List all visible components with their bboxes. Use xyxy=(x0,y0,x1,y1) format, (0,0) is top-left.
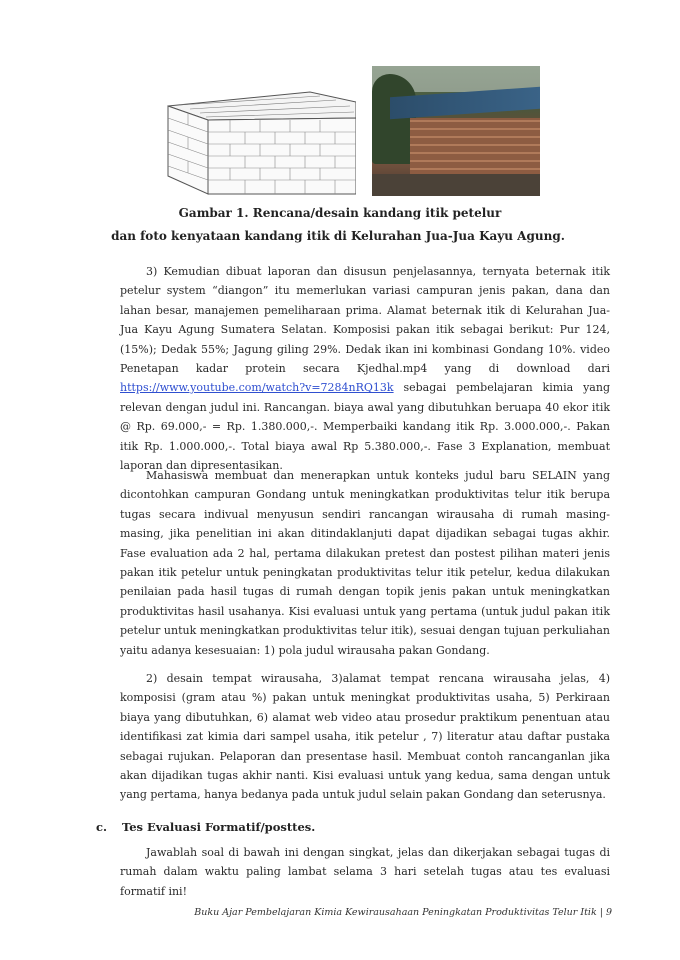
page-footer: Buku Ajar Pembelajaran Kimia Kewirausahaan Peningkatan Produktivitas Telur Itik | 9 xyxy=(194,907,612,918)
paragraph-1-text-cont: sebagai pembelajaran kimia yang relevan dengan judul ini. Rancangan. biaya awal yang dibutuhkan beruapa 40 ekor itik @ Rp. 69.000,- = Rp. 1.380.000,-. Memperbaiki kandang itik Rp. 3.000.000,-. Pakan itik Rp. 1.000.000,-. Total biaya awal Rp 5.380.000,-. Fase 3 Explanation, membuat laporan dan dipresentasikan. xyxy=(120,381,610,473)
paragraph-3-text: 2) desain tempat wirausaha, 3)alamat tempat rencana wirausaha jelas, 4) komposisi (gram atau %) pakan untuk meningkat produktivitas usaha, 5) Perkiraan biaya yang dibutuhkan, 6) alamat web video atau prosedur praktikum penentuan atau identifikasi zat kimia dari sampel usaha, itik petelur , 7) literatur atau daftar pustaka sebagai rujukan. Pelaporan dan presentase hasil. Membuat contoh rancanganlan jika akan dijadikan tugas akhir nanti. Kisi evaluasi untuk yang kedua, sama dengan untuk yang pertama, hanya bedanya pada untuk judul selain pakan Gondang dan seterusnya. xyxy=(120,672,610,802)
paragraph-2-text: Mahasiswa membuat dan menerapkan untuk konteks judul baru SELAIN yang dicontohkan campuran Gondang untuk meningkatkan produktivitas telur itik berupa tugas secara indivual menyusun sendiri rancangan wirausaha di rumah masing- masing, jika penelitian ini akan ditindaklanjuti dapat dijadikan sebagai tugas akhir. Fase evaluation ada 2 hal, pertama dilakukan pretest dan postest pilihan materi jenis pakan itik petelur untuk peningkatan produktivitas telur itik petelur, kedua dilakukan penilaian pada hasil tugas di rumah dengan topik jenis pakan untuk meningkatkan produktivitas hasil usahanya. Kisi evaluasi untuk yang pertama (untuk judul pakan itik petelur untuk meningkatkan produktivitas telur itik), sesuai dengan tujuan perkuliahan yaitu adanya kesesuaian: 1) pola judul wirausaha pakan Gondang. xyxy=(120,469,610,657)
section-heading xyxy=(96,820,315,834)
figure-images xyxy=(160,66,544,198)
paragraph-1 xyxy=(120,262,610,475)
paragraph-3 xyxy=(120,669,610,805)
figure-caption-line1: Gambar 1. Rencana/desain kandang itik petelur xyxy=(178,206,502,220)
youtube-link[interactable]: https://www.youtube.com/watch?v=7284nRQ13k xyxy=(120,381,394,395)
coop-photo xyxy=(372,66,540,196)
coop-design-sketch xyxy=(160,88,356,198)
paragraph-4-text: Jawablah soal di bawah ini dengan singkat, jelas dan dikerjakan sebagai tugas di rumah dalam waktu paling lambat selama 3 hari setelah tugas atau tes evaluasi formatif ini! xyxy=(120,846,610,898)
paragraph-1-text: 3) Kemudian dibuat laporan dan disusun penjelasannya, ternyata beternak itik petelur system “diangon” itu memerlukan variasi campuran jenis pakan, dana dan lahan besar, manajemen pemeliharaan prima. Alamat beternak itik di Kelurahan Jua- Jua Kayu Agung Sumatera Selatan. Komposisi pakan itik sebagai berikut: Pur 124, (15%); Dedak 55%; Jagung giling 29%. Dedak ikan ini kombinasi Gondang 10%. video Penetapan kadar protein secara Kjedhal.mp4 yang di download dari xyxy=(120,265,610,376)
figure-caption-line2: dan foto kenyataan kandang itik di Kelurahan Jua-Jua Kayu Agung. xyxy=(111,229,565,243)
paragraph-2 xyxy=(120,466,610,660)
section-title: Tes Evaluasi Formatif/posttes. xyxy=(122,820,316,834)
paragraph-4 xyxy=(120,843,610,901)
section-letter: c. xyxy=(96,820,108,834)
